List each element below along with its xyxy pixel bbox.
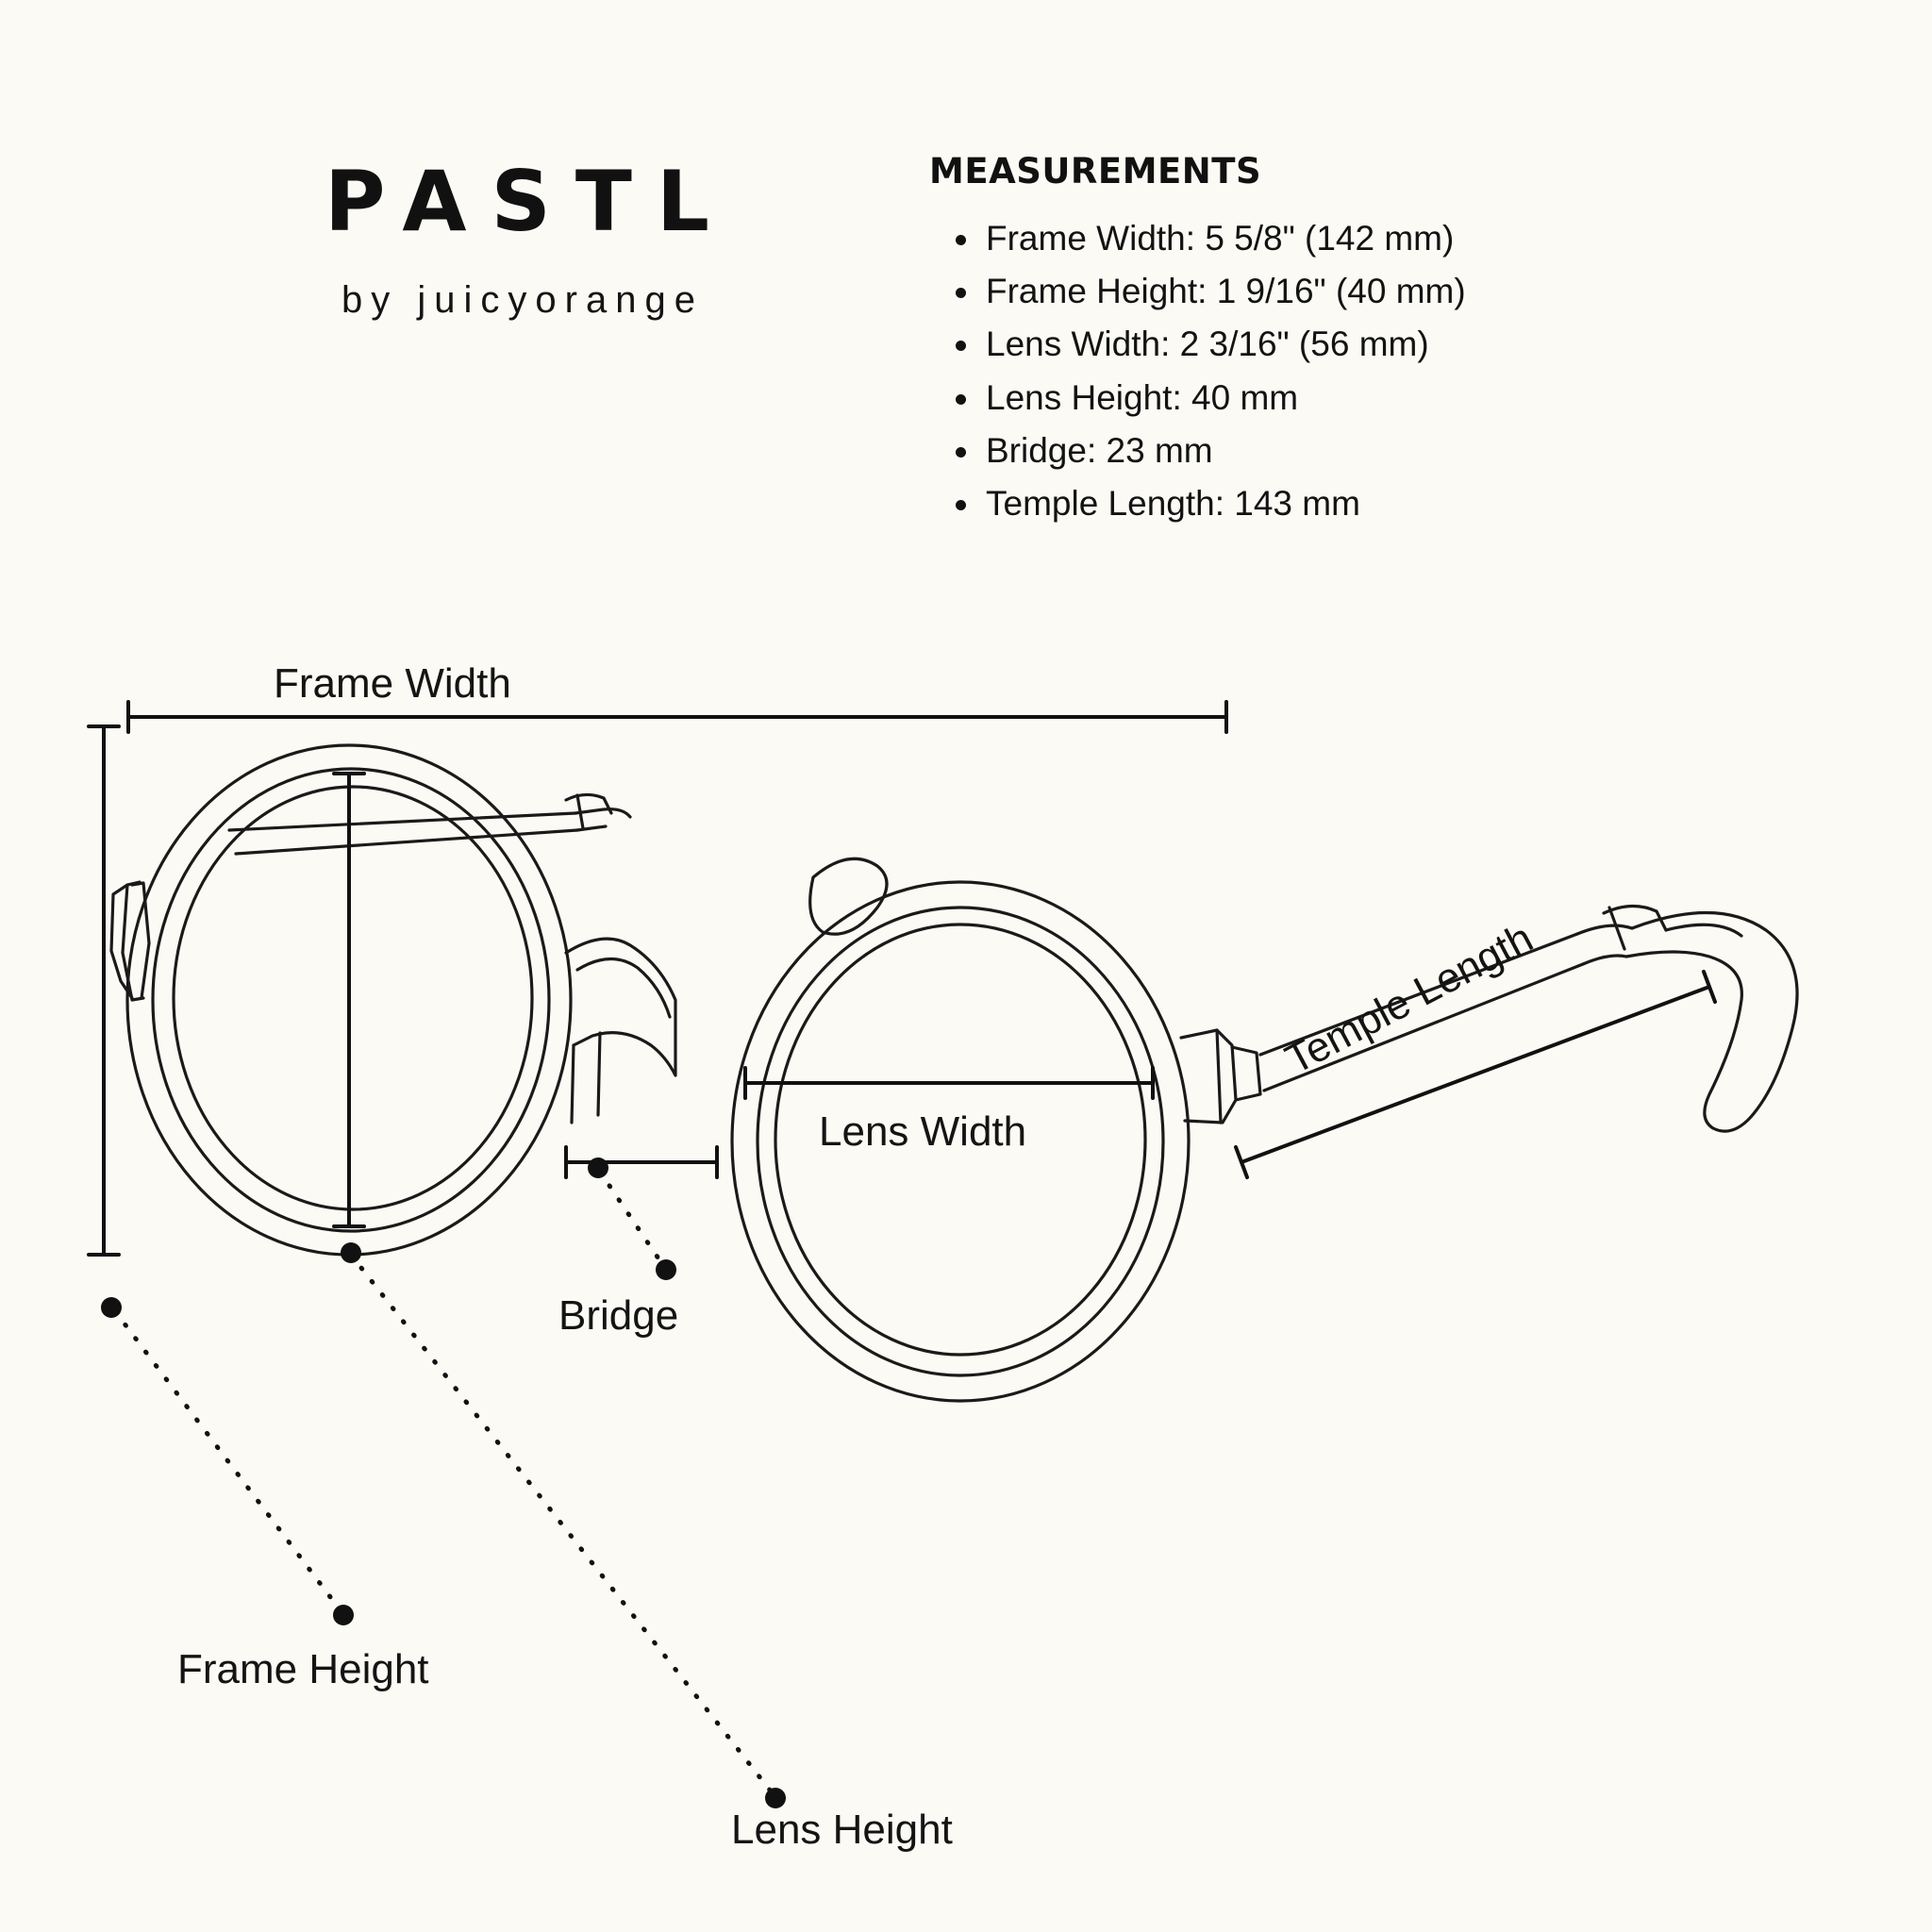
left-temple-arm	[229, 794, 630, 854]
list-item: Bridge: 23 mm	[929, 425, 1778, 477]
lens-highlight	[810, 858, 887, 934]
label-temple-length: Temple Length	[1278, 914, 1541, 1084]
list-item: Frame Height: 1 9/16" (40 mm)	[929, 265, 1778, 318]
brand-subtitle: by juicyorange	[341, 279, 704, 321]
list-item: Lens Height: 40 mm	[929, 372, 1778, 425]
label-frame-width: Frame Width	[274, 660, 511, 707]
label-lens-width: Lens Width	[819, 1108, 1027, 1155]
list-item: Temple Length: 143 mm	[929, 477, 1778, 530]
brand-title: PASTL	[324, 153, 734, 250]
label-frame-height: Frame Height	[177, 1646, 429, 1692]
list-item: Frame Width: 5 5/8" (142 mm)	[929, 212, 1778, 265]
label-lens-height: Lens Height	[731, 1807, 953, 1853]
bridge-shape	[566, 939, 675, 1123]
measurements-heading: MEASUREMENTS	[929, 151, 1262, 192]
label-bridge: Bridge	[558, 1292, 679, 1339]
left-end-piece	[111, 882, 149, 1000]
leader-dots	[101, 1158, 786, 1808]
right-end-piece	[1181, 1030, 1260, 1123]
list-item: Lens Width: 2 3/16" (56 mm)	[929, 318, 1778, 371]
